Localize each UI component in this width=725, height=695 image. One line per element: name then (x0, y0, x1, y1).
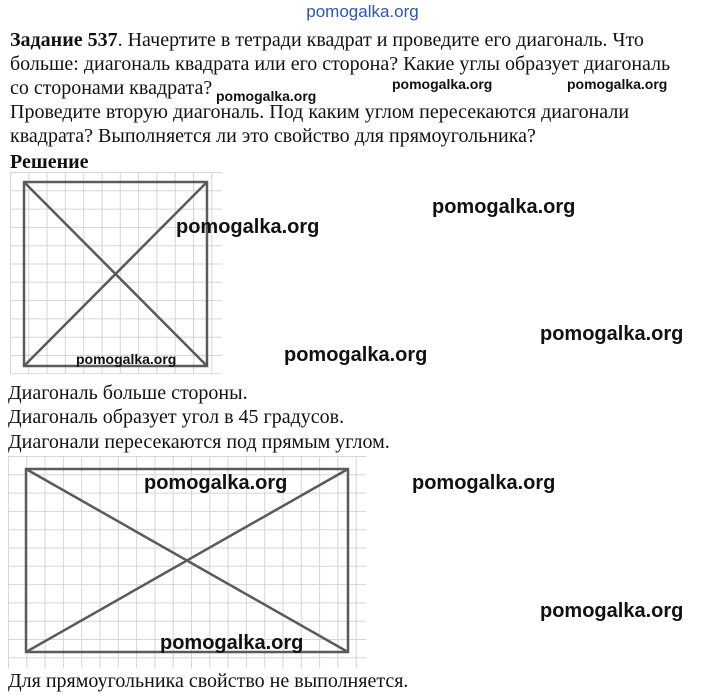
watermark: pomogalka.org (412, 472, 556, 494)
answer-4: Для прямоугольника свойство не выполняется. (8, 670, 409, 692)
solution-heading: Решение (10, 151, 89, 173)
rectangle-shape (26, 469, 348, 652)
watermark: pomogalka.org (540, 600, 684, 622)
watermark: pomogalka.org (144, 472, 288, 494)
watermark: pomogalka.org (160, 632, 304, 654)
answer-2: Диагональ образует угол в 45 градусов. (8, 406, 345, 428)
square-figure (10, 172, 222, 374)
task-line-5: квадрата? Выполняется ли это свойство для прямоугольника? (10, 125, 536, 147)
answer-3: Диагонали пересекаются под прямым углом. (8, 431, 390, 453)
square-shape (24, 182, 207, 366)
watermark: pomogalka.org (567, 76, 668, 92)
answer-1: Диагональ больше стороны. (8, 382, 248, 404)
watermark: pomogalka.org (176, 216, 320, 238)
watermark: pomogalka.org (392, 76, 493, 92)
watermark: pomogalka.org (540, 323, 684, 345)
task-line-3: со сторонами квадрата? (10, 77, 213, 99)
task-line-1 (10, 28, 644, 52)
watermark: pomogalka.org (76, 351, 177, 367)
task-label: Задание 537 (10, 29, 118, 51)
watermark: pomogalka.org (432, 196, 576, 218)
task-line-4: Проведите вторую диагональ. Под каким углом пересекаются диагонали (10, 101, 630, 123)
site-header[interactable]: pomogalka.org (306, 2, 419, 21)
watermark: pomogalka.org (216, 88, 317, 104)
task-line-1-rest: . Начертите в тетради квадрат и проведите его диагональ. Что (117, 29, 644, 51)
task-line-2: больше: диагональ квадрата или его сторона? Какие углы образует диагональ (10, 53, 671, 75)
watermark: pomogalka.org (284, 344, 428, 366)
